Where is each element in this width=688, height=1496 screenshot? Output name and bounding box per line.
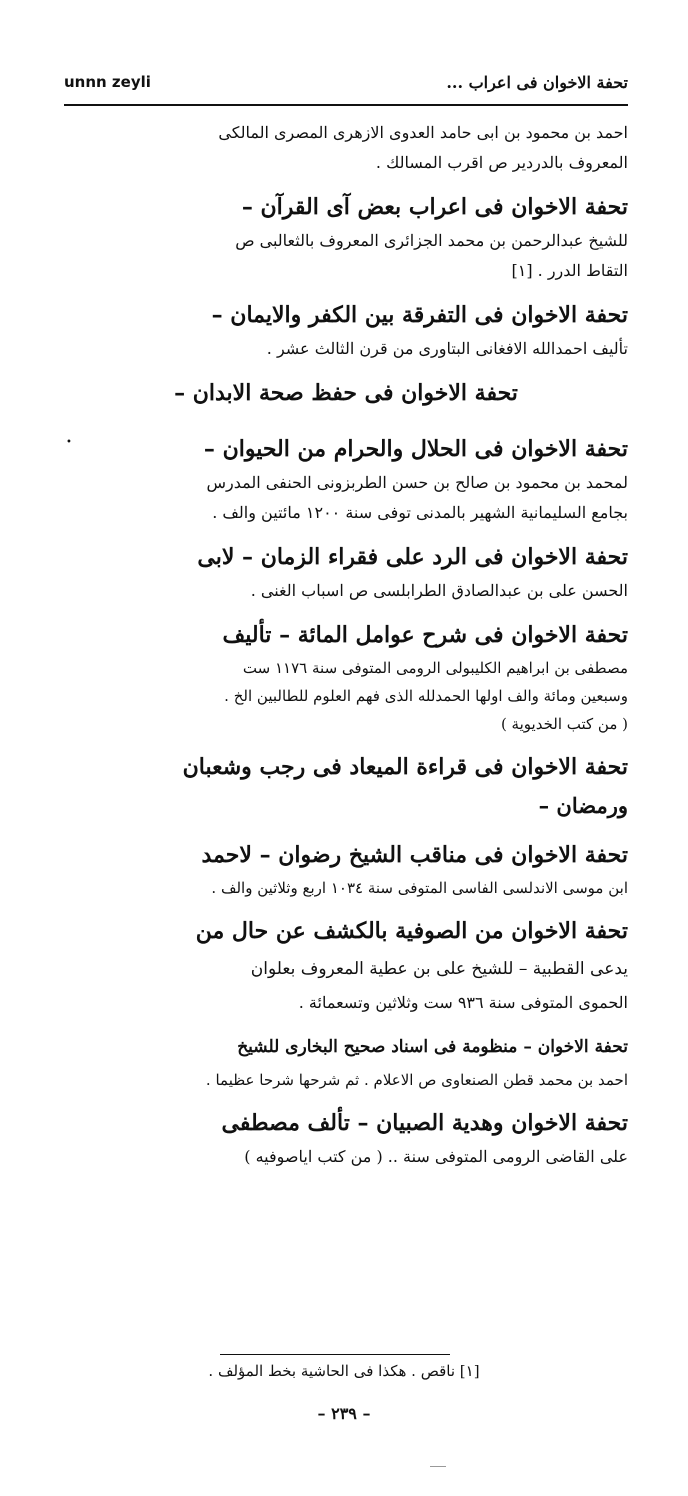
- footnote: [١] ناقص . هكذا فى الحاشية بخط المؤلف .: [208, 1362, 480, 1380]
- entry-9: [64, 912, 628, 1018]
- entry-8-line-0: ابن موسى الاندلسى الفاسى المتوفى سنة ١٠٣٤ اربع وثلاثين والف .: [211, 879, 628, 897]
- bottom-mark: [430, 1466, 446, 1467]
- entry-3: [64, 374, 628, 412]
- entry-1: [64, 188, 628, 286]
- entry-10-title: تحفة الاخوان – منظومة فى اسناد صحيح البخارى للشيخ: [237, 1037, 628, 1057]
- entry-5-title: تحفة الاخوان فى الرد على فقراء الزمان – لابى: [197, 544, 628, 570]
- entry-9-line-0: الحموى المتوفى سنة ٩٣٦ ست وثلاثين وتسعمائة .: [298, 993, 628, 1012]
- entry-11-title: تحفة الاخوان وهدية الصبيان – تألف مصطفى: [221, 1110, 628, 1136]
- margin-mark: •: [66, 437, 72, 448]
- entry-5: [64, 538, 628, 606]
- entry-7-title: تحفة الاخوان فى قراءة الميعاد فى رجب وشعبان: [182, 754, 628, 780]
- entry-0-line-1: المعروف بالدردير ص اقرب المسالك .: [375, 153, 628, 172]
- entry-1-line-0: للشيخ عبدالرحمن بن محمد الجزائرى المعروف بالثعالبى ص: [235, 231, 628, 250]
- entry-9-title: تحفة الاخوان من الصوفية بالكشف عن حال من: [195, 918, 628, 944]
- header-left-text: unnn zeyli: [64, 73, 151, 91]
- entry-7-continuation: ورمضان –: [538, 793, 628, 818]
- running-header: [64, 70, 628, 94]
- entry-4-line-1: بجامع السليمانية الشهير بالمدنى توفى سنة ١٢٠٠ مائتين والف .: [212, 503, 628, 522]
- entry-0-line-0: احمد بن محمود بن ابى حامد العدوى الازهرى المصرى المالكى: [218, 123, 628, 142]
- entry-10: [64, 1028, 628, 1094]
- entry-8-title: تحفة الاخوان فى مناقب الشيخ رضوان – لاحمد: [201, 842, 628, 868]
- entry-2-line-0: تأليف احمدالله الافغانى البتاورى من قرن الثالث عشر .: [266, 339, 628, 358]
- entry-8: [64, 836, 628, 902]
- entry-6-line-0: مصطفى بن ابراهيم الكليبولى الرومى المتوفى سنة ١١٧٦ ست: [242, 659, 628, 677]
- entry-6: [64, 616, 628, 738]
- entry-7: [64, 748, 628, 826]
- header-divider: [64, 104, 628, 106]
- entry-9-continuation: يدعى القطبية – للشيخ على بن عطية المعروف بعلوان: [250, 959, 628, 979]
- entry-1-line-1: التقاط الدرر . [١]: [511, 261, 628, 280]
- entry-0: [64, 118, 628, 178]
- entry-4: [64, 430, 628, 528]
- entry-4-line-0: لمحمد بن محمود بن صالح بن حسن الطربزونى الحنفى المدرس: [206, 473, 628, 492]
- entry-4-title: تحفة الاخوان فى الحلال والحرام من الحيوان –: [203, 436, 628, 462]
- entry-1-title: تحفة الاخوان فى اعراب بعض آى القرآن –: [241, 194, 628, 220]
- entry-11-line-0: على القاضى الرومى المتوفى سنة .. ( من كتب اياصوفيه ): [244, 1147, 628, 1166]
- page-number: – ٢٣٩ –: [317, 1404, 371, 1423]
- entry-3-title: تحفة الاخوان فى حفظ صحة الابدان –: [174, 380, 518, 406]
- entry-5-line-0: الحسن على بن عبدالصادق الطرابلسى ص اسباب الغنى .: [250, 581, 628, 600]
- entry-6-line-2: ( من كتب الخديوية ): [500, 715, 628, 733]
- entry-6-line-1: وسبعين ومائة والف اولها الحمدلله الذى فهم العلوم للطالبين الخ .: [224, 687, 628, 705]
- header-right-text: تحفة الاخوان فى اعراب ...: [446, 72, 628, 92]
- entries-list: [64, 118, 628, 1182]
- entry-11: [64, 1104, 628, 1172]
- footnote-divider: [220, 1354, 450, 1355]
- entry-2-title: تحفة الاخوان فى التفرقة بين الكفر والايمان –: [211, 302, 628, 328]
- entry-10-line-0: احمد بن محمد قطن الصنعاوى ص الاعلام . ثم شرحها شرحا عظيما .: [205, 1071, 628, 1089]
- entry-2: [64, 296, 628, 364]
- entry-6-title: تحفة الاخوان فى شرح عوامل المائة – تأليف: [222, 622, 628, 648]
